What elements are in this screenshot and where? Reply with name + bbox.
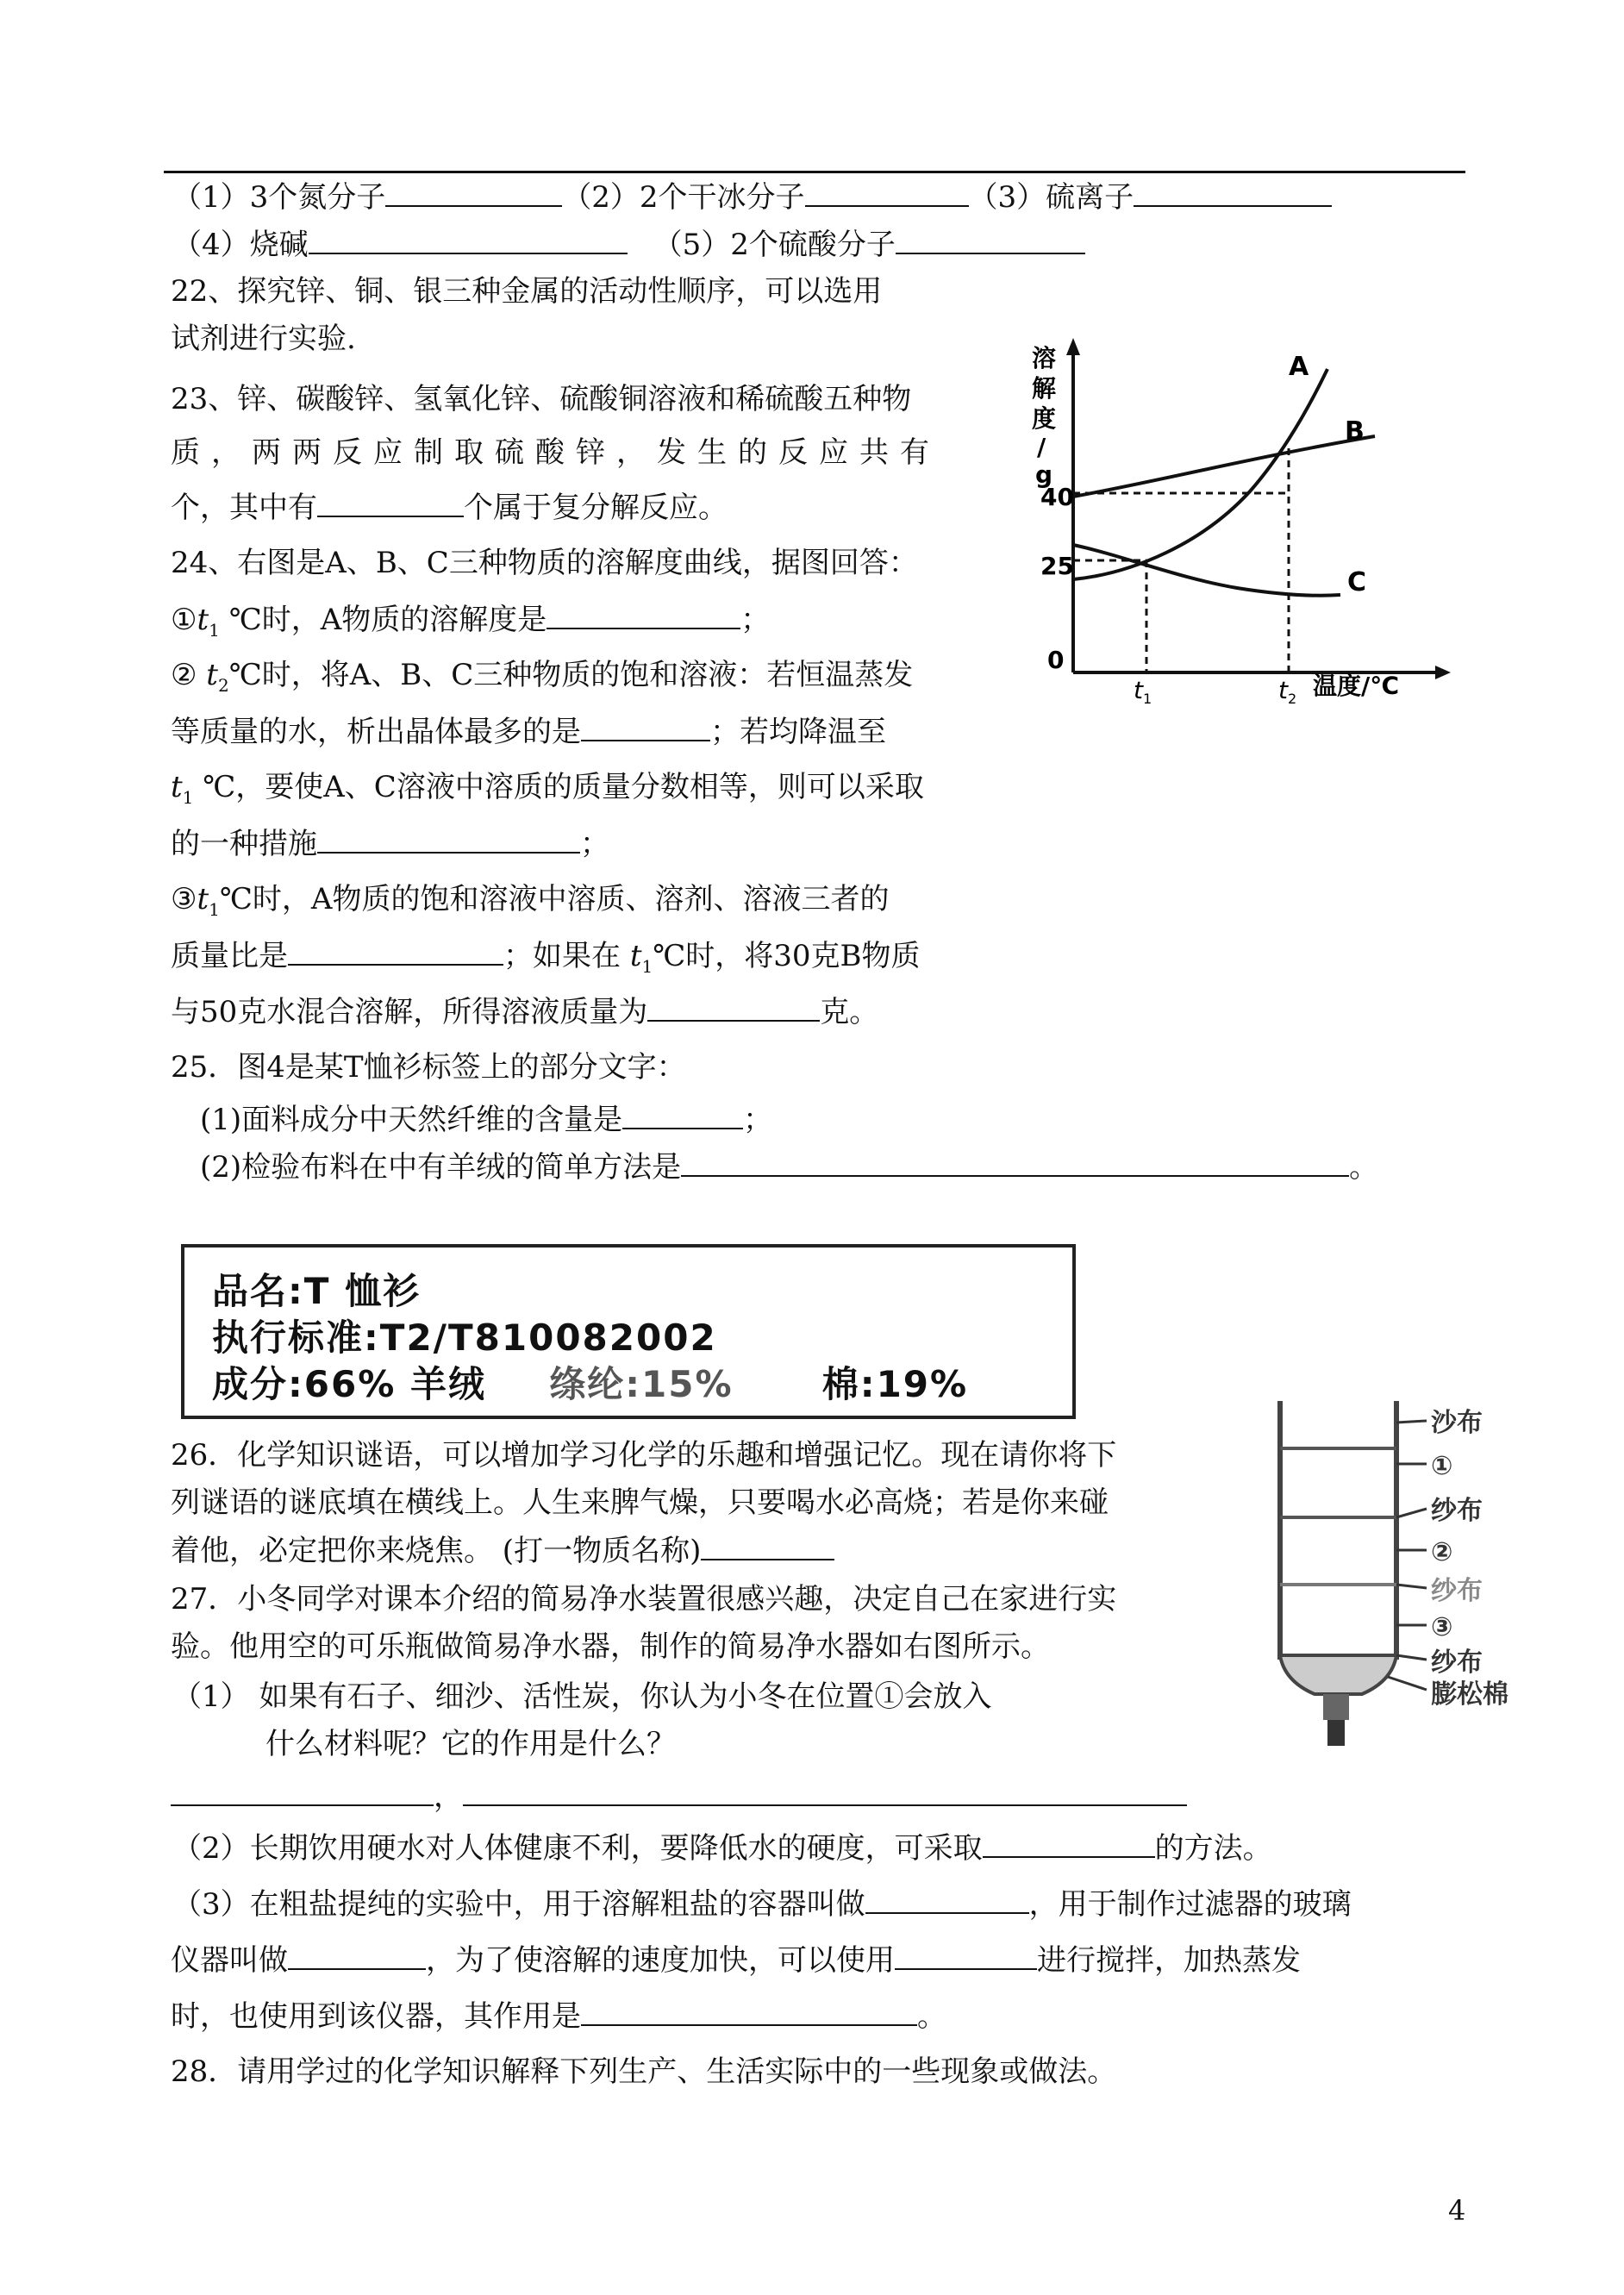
answer-blank[interactable] [895, 1942, 1037, 1970]
label-sha-bu: 沙布 [1431, 1408, 1483, 1438]
q27-line3: （1） 如果有石子、细沙、活性炭，你认为小冬在位置①会放入 [172, 1679, 992, 1714]
answer-blank[interactable] [463, 1779, 1187, 1806]
q27-text: ，为了使溶解的速度加快，可以使用 [426, 1943, 895, 1978]
answer-blank[interactable] [681, 1149, 1349, 1177]
answer-blank[interactable] [547, 602, 740, 629]
answer-blank[interactable] [983, 1830, 1155, 1858]
q27-text: （3）在粗盐提纯的实验中，用于溶解粗盐的容器叫做 [172, 1887, 865, 1922]
t-symbol: t [197, 603, 209, 637]
t-sub: 1 [182, 786, 194, 808]
y-label-3: 度 [1032, 404, 1057, 433]
filter-neck [1323, 1694, 1349, 1720]
q26-text: 着他，必定把你来烧焦。 (打一物质名称) [171, 1534, 702, 1568]
answer-blank[interactable] [317, 490, 464, 517]
curve-b [1073, 436, 1375, 497]
q24-line3 [171, 658, 913, 703]
label-position-2: ② [1431, 1537, 1453, 1567]
tick-t2: t [1278, 676, 1288, 704]
q23-line3 [171, 490, 728, 525]
q23-line2: 质，两两反应制取硫酸锌，发生的反应共有 [171, 435, 940, 470]
q27-line1: 27．小冬同学对课本介绍的简易净水装置很感兴趣，决定自己在家进行实 [171, 1582, 1117, 1617]
q27-text: 仪器叫做 [171, 1943, 288, 1978]
answer-blank[interactable] [647, 994, 820, 1022]
q27-line7 [172, 1886, 1352, 1922]
q21-row1 [172, 179, 1332, 215]
q24-line1: 24、右图是A、B、C三种物质的溶解度曲线，据图回答： [171, 546, 918, 580]
q22-line2: 试剂进行实验. [171, 322, 356, 356]
q24-text: 的一种措施 [171, 827, 317, 861]
tick-t1-sub: 1 [1143, 691, 1152, 707]
q25-line1: 25．图4是某T恤衫标签上的部分文字： [171, 1050, 686, 1085]
q24-text: ℃时，A物质的溶解度是 [228, 603, 547, 637]
q25-text: ； [743, 1103, 773, 1137]
tag-name: 品名:T 恤衫 [212, 1270, 422, 1312]
label-position-3: ③ [1431, 1612, 1453, 1642]
answer-blank[interactable] [581, 1998, 917, 2026]
q26-line2: 列谜语的谜底填在横线上。人生来脾气燥，只要喝水必高烧；若是你来碰 [171, 1485, 1109, 1520]
solubility-chart [1030, 328, 1452, 707]
pointer [1388, 1677, 1427, 1690]
q27-line4: 什么材料呢？它的作用是什么？ [265, 1727, 676, 1761]
q24-text: ；如果在 [503, 939, 621, 973]
q24-text: ； [740, 603, 771, 637]
x-label: 温度/℃ [1313, 672, 1400, 700]
q24-text: 与50克水混合溶解，所得溶液质量为 [171, 995, 648, 1029]
origin-label: 0 [1047, 646, 1065, 674]
q25-text: 。 [1349, 1150, 1379, 1185]
t-sub: 1 [209, 898, 220, 920]
label-cotton: 膨松棉 [1431, 1679, 1508, 1710]
pointer [1396, 1421, 1427, 1423]
answer-blank[interactable] [288, 1942, 426, 1970]
q28-line1: 28．请用学过的化学知识解释下列生产、生活实际中的一些现象或做法。 [171, 2054, 1117, 2089]
y-label-1: 溶 [1032, 344, 1057, 372]
q24-line5 [171, 770, 924, 815]
answer-blank[interactable] [581, 714, 710, 741]
answer-blank[interactable] [317, 826, 580, 854]
tag-standard: 执行标准:T2/T810082002 [212, 1316, 717, 1359]
answer-blank[interactable] [865, 1886, 1029, 1914]
t-sub: 1 [209, 619, 220, 641]
q26-line3 [171, 1533, 834, 1568]
q24-text: 等质量的水，析出晶体最多的是 [171, 715, 581, 749]
q24-text: ； [580, 827, 609, 861]
t-symbol: t [629, 939, 642, 973]
q27-line9 [171, 1998, 946, 2034]
q27-text: （2）长期饮用硬水对人体健康不利，要降低水的硬度，可采取 [172, 1831, 983, 1866]
answer-blank[interactable] [896, 227, 1085, 254]
q21-row2 [172, 227, 1085, 262]
q25-text: (2)检验布料在中有羊绒的简单方法是 [200, 1150, 682, 1185]
q27-text: ， [434, 1779, 463, 1814]
q23-line1: 23、锌、碳酸锌、氢氧化锌、硫酸铜溶液和稀硫酸五种物 [171, 382, 912, 416]
answer-blank[interactable] [288, 938, 503, 966]
q27-line6 [172, 1830, 1272, 1866]
t-sub: 1 [641, 955, 653, 977]
q24-line4 [171, 714, 886, 749]
q26-line1: 26．化学知识谜语，可以增加学习化学的乐趣和增强记忆。现在请你将下 [171, 1438, 1117, 1473]
pointer [1396, 1655, 1427, 1660]
q24-text: 克。 [820, 995, 879, 1029]
label-position-1: ① [1431, 1451, 1453, 1481]
answer-blank[interactable] [622, 1102, 743, 1129]
top-rule [164, 171, 1465, 173]
q24-line2 [171, 602, 770, 647]
q21-item3: （3）硫离子 [968, 180, 1134, 215]
q27-text: ，用于制作过滤器的玻璃 [1028, 1887, 1352, 1922]
q24-line8 [171, 938, 921, 984]
q27-text: 的方法。 [1154, 1831, 1272, 1866]
answer-blank[interactable] [385, 179, 562, 207]
q25-line2 [200, 1102, 772, 1137]
t-symbol: t [206, 658, 218, 692]
label-gauze-1: 纱布 [1431, 1496, 1483, 1526]
tag-composition [212, 1356, 968, 1408]
answer-blank[interactable] [1134, 179, 1332, 207]
q24-text: ② [171, 658, 197, 692]
answer-blank[interactable] [171, 1779, 434, 1806]
tick-25: 25 [1040, 552, 1074, 580]
t-sub: 2 [217, 674, 229, 696]
label-gauze-3: 纱布 [1431, 1648, 1483, 1678]
water-filter-figure [1267, 1397, 1526, 1785]
t-symbol: t [197, 882, 209, 916]
tshirt-label-figure [181, 1244, 1076, 1419]
series-a-label: A [1289, 352, 1309, 382]
answer-blank[interactable] [309, 227, 628, 254]
q22-line1: 22、探究锌、铜、银三种金属的活动性顺序，可以选用 [171, 274, 883, 309]
tag-polyester: 绦纶:15% [549, 1363, 734, 1405]
q24-text: ；若均降温至 [710, 715, 886, 749]
tick-t2-sub: 2 [1288, 691, 1297, 707]
label-gauze-2: 纱布 [1431, 1576, 1483, 1606]
q25-line3 [200, 1149, 1378, 1185]
q25-text: (1)面料成分中天然纤维的含量是 [200, 1103, 623, 1137]
q21-item1: （1）3个氮分子 [172, 180, 386, 215]
y-label-2: 解 [1032, 374, 1057, 403]
series-c-label: C [1347, 567, 1367, 597]
tag-cotton: 棉:19% [821, 1363, 969, 1405]
curve-c [1073, 545, 1340, 596]
q24-line9 [171, 994, 878, 1029]
series-b-label: B [1345, 416, 1365, 447]
q24-text: ℃时，将30克B物质 [653, 939, 921, 973]
answer-blank[interactable] [701, 1533, 834, 1560]
tick-40: 40 [1040, 483, 1074, 511]
q24-text: ℃时，A物质的饱和溶液中溶质、溶剂、溶液三者的 [219, 882, 890, 916]
tag-wool: 成分:66% 羊绒 [212, 1363, 486, 1405]
t-symbol: t [171, 770, 183, 804]
filter-bottom-cotton [1280, 1655, 1396, 1694]
answer-blank[interactable] [805, 179, 969, 207]
q27-text: 时，也使用到该仪器，其作用是 [171, 1999, 581, 2034]
q27-line8 [171, 1942, 1301, 1978]
x-axis-arrow [1435, 666, 1451, 679]
q23-text: 个，其中有 [171, 491, 317, 525]
pointer [1396, 1509, 1427, 1517]
y-axis-arrow [1066, 338, 1080, 355]
q21-item5: （5）2个硫酸分子 [653, 228, 896, 262]
q27-text: 进行搅拌，加热蒸发 [1037, 1943, 1301, 1978]
q21-item4: （4）烧碱 [172, 228, 309, 262]
q24-line6 [171, 826, 609, 861]
q23-text: 个属于复分解反应。 [464, 491, 728, 525]
q24-text: ③ [171, 882, 197, 916]
filter-outlet [1327, 1720, 1345, 1746]
y-label-5: g [1035, 460, 1053, 489]
q24-text: 质量比是 [171, 939, 288, 973]
q27-line5 [171, 1779, 1187, 1814]
y-label-4: / [1037, 433, 1046, 461]
tick-t1: t [1134, 676, 1143, 704]
q27-text: 。 [917, 1999, 946, 2034]
q24-text: ① [171, 603, 197, 637]
q24-line7 [171, 882, 889, 927]
page-number: 4 [1448, 2194, 1466, 2227]
q21-item2: （2）2个干冰分子 [562, 180, 805, 215]
q24-text: ℃时，将A、B、C三种物质的饱和溶液：若恒温蒸发 [228, 658, 914, 692]
q24-text: ℃，要使A、C溶液中溶质的质量分数相等，则可以采取 [203, 770, 924, 804]
q27-line2: 验。他用空的可乐瓶做简易净水器，制作的简易净水器如右图所示。 [171, 1629, 1050, 1664]
pointer [1396, 1585, 1427, 1588]
